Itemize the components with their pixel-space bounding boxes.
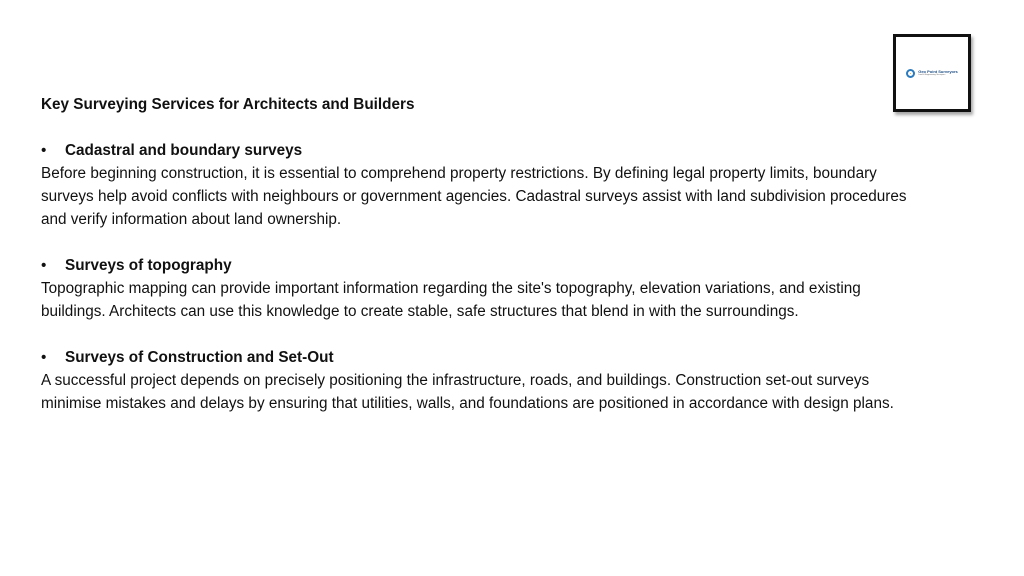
spacer: [41, 116, 921, 139]
section-title-row: [41, 346, 921, 369]
section-title: Surveys of Construction and Set-Out: [65, 349, 334, 366]
slide-heading: Key Surveying Services for Architects and Builders: [41, 96, 415, 113]
logo-wordmark: [918, 69, 958, 77]
bullet-icon: •: [41, 349, 47, 366]
slide-content: [41, 93, 921, 415]
logo-tagline: Land & Engineering Surveyors: [918, 74, 946, 76]
section-body: Topographic mapping can provide important information regarding the site's topography, elevation variations, and existing buildings. Architects can use this knowledge to create stable, safe structures that blend in with the surroundings.: [41, 280, 861, 320]
section-body: Before beginning construction, it is essential to comprehend property restrictions. By defining legal property limits, boundary surveys help avoid conflicts with neighbours or government agencies. Cadastral surveys assist with land subdivision procedures and verify information about land ownership.: [41, 165, 907, 228]
bullet-icon: •: [41, 257, 47, 274]
logo-mark-icon: [906, 69, 915, 78]
section-title-row: [41, 139, 921, 162]
section-title-row: [41, 254, 921, 277]
section-body: A successful project depends on precisely positioning the infrastructure, roads, and buildings. Construction set-out surveys minimise mistakes and delays by ensuring that utilities, walls, and foundations are positioned in accordance with design plans.: [41, 372, 894, 412]
spacer: [41, 231, 921, 254]
logo-inner: [906, 69, 958, 78]
logo-name: Geo Point Surveyors: [918, 69, 958, 74]
bullet-icon: •: [41, 142, 47, 159]
section-title: Surveys of topography: [65, 257, 232, 274]
section-title: Cadastral and boundary surveys: [65, 142, 303, 159]
spacer: [41, 323, 921, 346]
